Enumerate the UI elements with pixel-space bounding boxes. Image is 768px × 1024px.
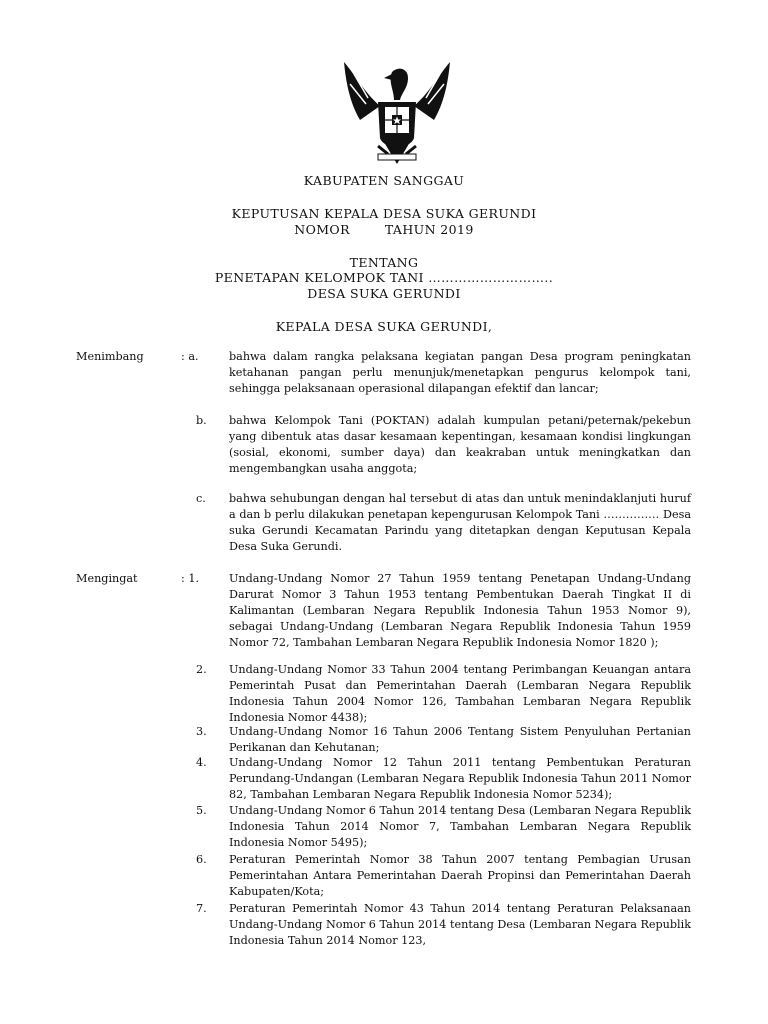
mengingat-marker-4: 4. (196, 756, 207, 769)
garuda-emblem-icon (340, 58, 454, 166)
mengingat-label: Mengingat (76, 572, 138, 585)
mengingat-item-7: Peraturan Pemerintah Nomor 43 Tahun 2014 tentang Peraturan Pelaksanaan Undang-Undang Nomor 6 Tahun 2014 tentang Desa (Lembaran Negara Republik Indonesia Tahun 2014 Nomor 123, (229, 902, 691, 947)
menimbang-item-a: bahwa dalam rangka pelaksana kegiatan pangan Desa program peningkatan ketahanan pangan perlu menunjuk/menetapkan pengurus kelompok tani, sehingga pelaksanaan operasional dilapangan efektif dan lancar; (229, 350, 691, 395)
menimbang-marker-c: c. (196, 492, 206, 505)
subject-line-2: DESA SUKA GERUNDI (307, 286, 461, 301)
mengingat-marker-1: : 1. (181, 572, 199, 585)
mengingat-item-6: Peraturan Pemerintah Nomor 38 Tahun 2007 tentang Pembagian Urusan Pemerintahan Antara Pemerintahan Daerah Propinsi dan Pemerintahan Daerah Kabupaten/Kota; (229, 853, 691, 898)
decree-title: KEPUTUSAN KEPALA DESA SUKA GERUNDI (231, 206, 537, 221)
mengingat-marker-2: 2. (196, 663, 207, 676)
mengingat-item-1: Undang-Undang Nomor 27 Tahun 1959 tentang Penetapan Undang-Undang Darurat Nomor 3 Tahun 1953 tentang Pembentukan Daerah Tingkat II di Kalimantan (Lembaran Negara Republik Indonesia Tahun 1953 Nomor 9), sebagai Undang-Undang (Lembaran Negara Republik Indonesia Tahun 1959 Nomor 72, Tambahan Lembaran Negara Republik Indonesia Nomor 1820 ); (229, 572, 691, 649)
mengingat-item-5: Undang-Undang Nomor 6 Tahun 2014 tentang Desa (Lembaran Negara Republik Indonesia Tahun 2014 Nomor 7, Tambahan Lembaran Negara Republik Indonesia Nomor 5495); (229, 804, 691, 849)
mengingat-marker-3: 3. (196, 725, 207, 738)
regency-heading: KABUPATEN SANGGAU (303, 173, 465, 188)
menimbang-item-c: bahwa sehubungan dengan hal tersebut di atas dan untuk menindaklanjuti huruf a dan b perlu dilakukan penetapan kepengurusan Kelompok Tani …………… Desa suka Gerundi Kecamatan Parindu yang ditetapkan dengan Keputusan Kepala Desa Suka Gerundi. (229, 492, 691, 553)
mengingat-item-4: Undang-Undang Nomor 12 Tahun 2011 tentang Pembentukan Peraturan Perundang-Undangan (Lembaran Negara Republik Indonesia Tahun 2011 Nomor 82, Tambahan Lembaran Negara Republik Indonesia Nomor 5234); (229, 756, 691, 801)
mengingat-item-2: Undang-Undang Nomor 33 Tahun 2004 tentang Perimbangan Keuangan antara Pemerintah Pusat dan Pemerintahan Daerah (Lembaran Negara Republik Indonesia Tahun 2004 Nomor 126, Tambahan Lembaran Negara Republik Indonesia Nomor 4438); (229, 663, 691, 724)
menimbang-label: Menimbang (76, 350, 144, 363)
mengingat-marker-7: 7. (196, 902, 207, 915)
subject-line-1: PENETAPAN KELOMPOK TANI ……………………….. (214, 270, 554, 285)
menimbang-marker-a: : a. (181, 350, 199, 363)
decree-number: NOMOR TAHUN 2019 (294, 222, 474, 237)
authority-heading: KEPALA DESA SUKA GERUNDI, (275, 319, 493, 334)
mengingat-item-3: Undang-Undang Nomor 16 Tahun 2006 Tentang Sistem Penyuluhan Pertanian Perikanan dan Kehutanan; (229, 725, 691, 754)
menimbang-marker-b: b. (196, 414, 207, 427)
about-heading: TENTANG (349, 255, 419, 270)
menimbang-item-b: bahwa Kelompok Tani (POKTAN) adalah kumpulan petani/peternak/pekebun yang dibentuk atas dasar kesamaan kepentingan, kesamaan kondisi lingkungan (sosial, ekonomi, sumber daya) dan keakraban untuk meningkatkan dan mengembangkan usaha anggota; (229, 414, 691, 475)
mengingat-marker-5: 5. (196, 804, 207, 817)
mengingat-marker-6: 6. (196, 853, 207, 866)
